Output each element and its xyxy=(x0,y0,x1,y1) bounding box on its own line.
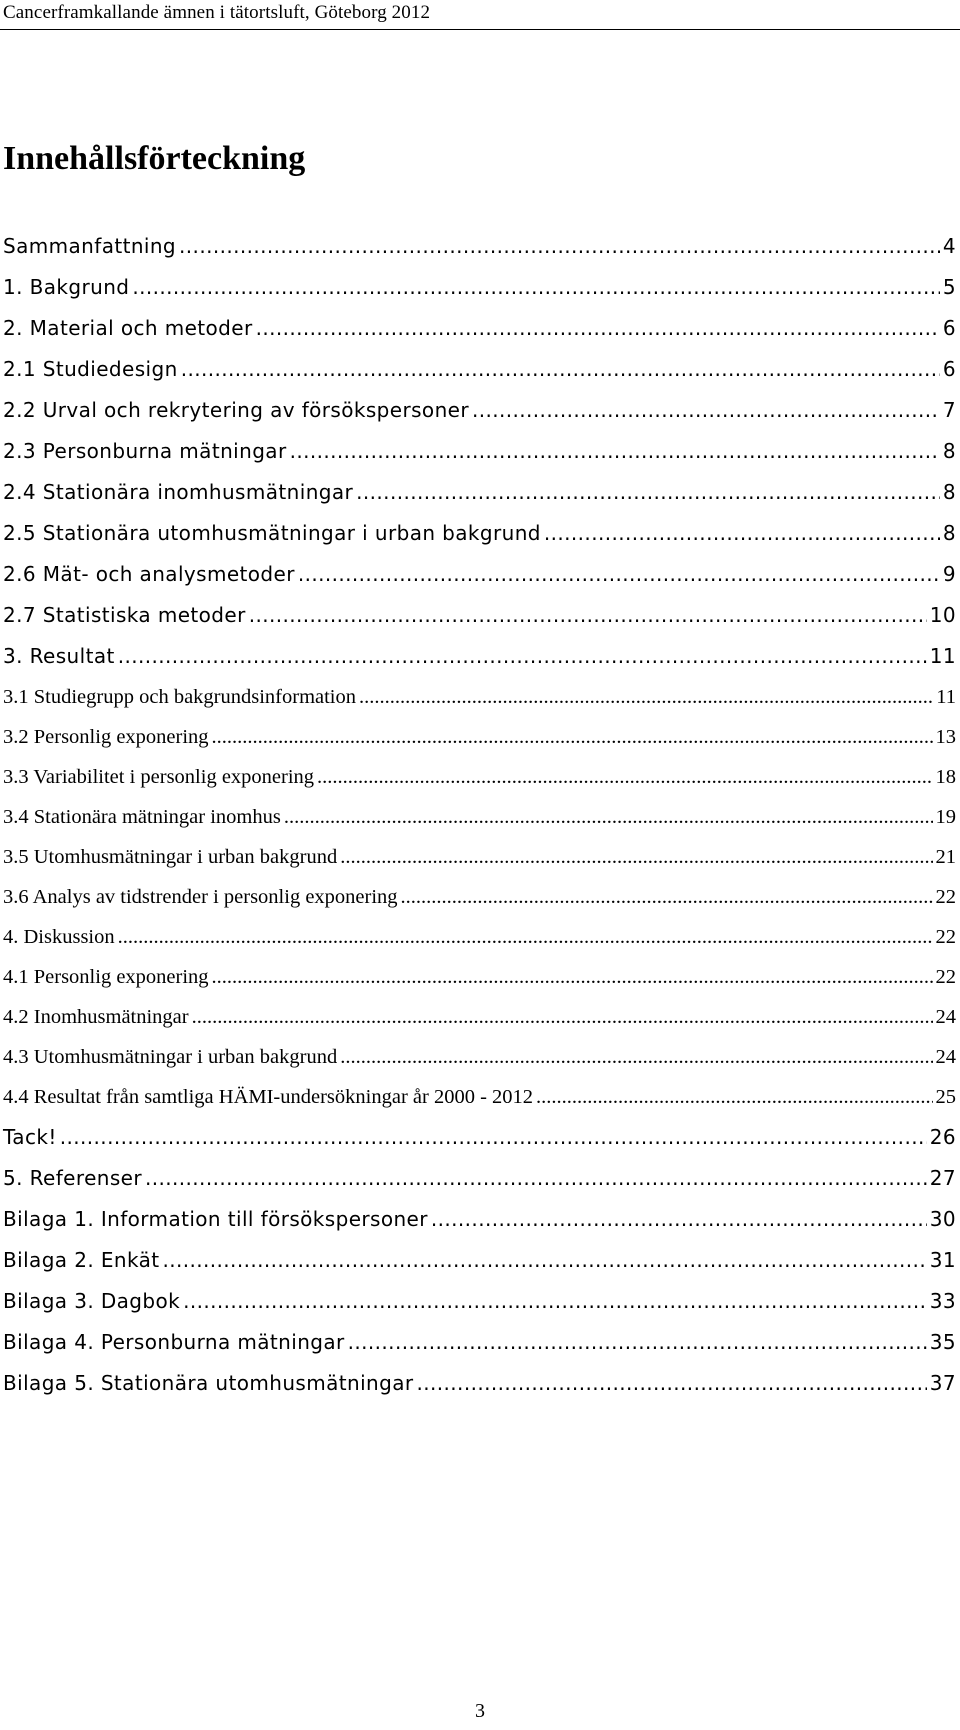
dot-leader xyxy=(60,1117,927,1158)
dot-leader xyxy=(183,1281,927,1322)
dot-leader xyxy=(472,390,940,431)
toc-entry-label: 3.3 Variabilitet i personlig exponering xyxy=(3,766,315,788)
toc-entry-page: 11 xyxy=(936,686,956,708)
dot-leader xyxy=(298,554,940,595)
dot-leader xyxy=(401,877,933,917)
toc-entry-label: 2.5 Stationära utomhusmätningar i urban bakgrund xyxy=(3,521,541,545)
toc-entry[interactable] xyxy=(3,267,956,308)
toc-entry-page: 11 xyxy=(929,644,956,668)
toc-entry-page: 24 xyxy=(935,1046,956,1068)
toc-entry-label: 2. Material och metoder xyxy=(3,316,253,340)
toc-entry[interactable] xyxy=(3,837,956,877)
toc-entry[interactable] xyxy=(3,1199,956,1240)
toc-entry[interactable] xyxy=(3,1281,956,1322)
dot-leader xyxy=(118,917,933,957)
toc-entry-page: 4 xyxy=(942,234,956,258)
toc-entry-label: 3. Resultat xyxy=(3,644,115,668)
toc-entry-page: 30 xyxy=(929,1207,956,1231)
toc-entry-page: 33 xyxy=(929,1289,956,1313)
toc-entry-label: 2.6 Mät- och analysmetoder xyxy=(3,562,295,586)
toc-entry-label: Tack! xyxy=(3,1125,57,1149)
dot-leader xyxy=(348,1322,927,1363)
toc-entry-label: 3.6 Analys av tidstrender i personlig exponering xyxy=(3,886,398,908)
dot-leader xyxy=(359,677,933,717)
header-divider xyxy=(0,29,960,30)
toc-entry-page: 24 xyxy=(935,1006,956,1028)
toc-entry-label: 2.4 Stationära inomhusmätningar xyxy=(3,480,354,504)
toc-entry-label: 3.5 Utomhusmätningar i urban bakgrund xyxy=(3,846,338,868)
toc-entry-page: 8 xyxy=(942,480,956,504)
toc-entry-page: 22 xyxy=(935,966,956,988)
toc-entry-page: 22 xyxy=(935,886,956,908)
running-header: Cancerframkallande ämnen i tätortsluft, Göteborg 2012 xyxy=(3,2,431,23)
toc-entry-page: 10 xyxy=(929,603,956,627)
table-of-contents xyxy=(3,226,956,1404)
toc-entry-page: 13 xyxy=(935,726,956,748)
toc-entry[interactable] xyxy=(3,431,956,472)
toc-entry-page: 37 xyxy=(929,1371,956,1395)
toc-entry[interactable] xyxy=(3,717,956,757)
toc-entry-page: 31 xyxy=(929,1248,956,1272)
dot-leader xyxy=(317,757,932,797)
dot-leader xyxy=(417,1363,927,1404)
toc-entry[interactable] xyxy=(3,1363,956,1404)
toc-entry[interactable] xyxy=(3,595,956,636)
dot-leader xyxy=(290,431,940,472)
toc-entry[interactable] xyxy=(3,997,956,1037)
toc-entry-page: 19 xyxy=(935,806,956,828)
dot-leader xyxy=(284,797,933,837)
dot-leader xyxy=(118,636,927,677)
dot-leader xyxy=(340,1037,932,1077)
toc-entry-page: 7 xyxy=(942,398,956,422)
dot-leader xyxy=(340,837,932,877)
toc-entry-page: 8 xyxy=(942,439,956,463)
toc-entry[interactable] xyxy=(3,1077,956,1117)
toc-entry[interactable] xyxy=(3,513,956,554)
toc-entry-page: 25 xyxy=(935,1086,956,1108)
toc-entry-page: 21 xyxy=(935,846,956,868)
toc-entry-page: 6 xyxy=(942,316,956,340)
toc-entry-label: 4.1 Personlig exponering xyxy=(3,966,209,988)
toc-entry-label: Bilaga 3. Dagbok xyxy=(3,1289,181,1313)
toc-entry-label: Bilaga 5. Stationära utomhusmätningar xyxy=(3,1371,414,1395)
toc-entry-label: 2.7 Statistiska metoder xyxy=(3,603,246,627)
toc-entry[interactable] xyxy=(3,877,956,917)
toc-entry[interactable] xyxy=(3,1322,956,1363)
dot-leader xyxy=(181,349,940,390)
toc-entry-label: 4.2 Inomhusmätningar xyxy=(3,1006,189,1028)
dot-leader xyxy=(162,1240,926,1281)
toc-entry[interactable] xyxy=(3,1117,956,1158)
toc-entry[interactable] xyxy=(3,472,956,513)
dot-leader xyxy=(192,997,933,1037)
dot-leader xyxy=(145,1158,927,1199)
toc-entry-page: 5 xyxy=(942,275,956,299)
dot-leader xyxy=(431,1199,927,1240)
toc-entry[interactable] xyxy=(3,1037,956,1077)
toc-entry-label: 1. Bakgrund xyxy=(3,275,130,299)
toc-entry[interactable] xyxy=(3,1240,956,1281)
toc-entry[interactable] xyxy=(3,1158,956,1199)
toc-entry[interactable] xyxy=(3,636,956,677)
toc-entry[interactable] xyxy=(3,757,956,797)
toc-entry[interactable] xyxy=(3,349,956,390)
toc-entry[interactable] xyxy=(3,554,956,595)
dot-leader xyxy=(256,308,940,349)
toc-entry-label: 5. Referenser xyxy=(3,1166,142,1190)
toc-entry-page: 27 xyxy=(929,1166,956,1190)
toc-entry-label: Bilaga 2. Enkät xyxy=(3,1248,160,1272)
toc-entry-label: 2.3 Personburna mätningar xyxy=(3,439,287,463)
toc-entry[interactable] xyxy=(3,677,956,717)
toc-entry-label: 3.4 Stationära mätningar inomhus xyxy=(3,806,281,828)
toc-entry-label: 2.1 Studiedesign xyxy=(3,357,178,381)
toc-entry-label: Bilaga 1. Information till försökspersoner xyxy=(3,1207,428,1231)
dot-leader xyxy=(179,226,940,267)
toc-entry-page: 6 xyxy=(942,357,956,381)
toc-entry-label: 4. Diskussion xyxy=(3,926,115,948)
toc-entry[interactable] xyxy=(3,917,956,957)
toc-entry-label: 4.4 Resultat från samtliga HÄMI-undersökningar år 2000 - 2012 xyxy=(3,1086,534,1108)
toc-entry-label: Sammanfattning xyxy=(3,234,177,258)
toc-title: Innehållsförteckning xyxy=(3,140,306,177)
toc-entry-page: 9 xyxy=(942,562,956,586)
dot-leader xyxy=(356,472,940,513)
toc-entry-page: 35 xyxy=(929,1330,956,1354)
dot-leader xyxy=(536,1077,932,1117)
dot-leader xyxy=(212,957,933,997)
toc-entry-label: 3.2 Personlig exponering xyxy=(3,726,209,748)
dot-leader xyxy=(249,595,927,636)
toc-entry[interactable] xyxy=(3,308,956,349)
toc-entry-page: 22 xyxy=(935,926,956,948)
toc-entry-label: 2.2 Urval och rekrytering av försökspersoner xyxy=(3,398,469,422)
toc-entry-label: 4.3 Utomhusmätningar i urban bakgrund xyxy=(3,1046,338,1068)
toc-entry[interactable] xyxy=(3,226,956,267)
toc-entry-page: 18 xyxy=(935,766,956,788)
dot-leader xyxy=(544,513,940,554)
toc-entry-page: 26 xyxy=(929,1125,956,1149)
dot-leader xyxy=(212,717,933,757)
page-number: 3 xyxy=(475,1700,485,1722)
toc-entry[interactable] xyxy=(3,957,956,997)
toc-entry[interactable] xyxy=(3,797,956,837)
toc-entry-label: Bilaga 4. Personburna mätningar xyxy=(3,1330,345,1354)
dot-leader xyxy=(132,267,940,308)
toc-entry[interactable] xyxy=(3,390,956,431)
toc-entry-page: 8 xyxy=(942,521,956,545)
toc-entry-label: 3.1 Studiegrupp och bakgrundsinformation xyxy=(3,686,357,708)
